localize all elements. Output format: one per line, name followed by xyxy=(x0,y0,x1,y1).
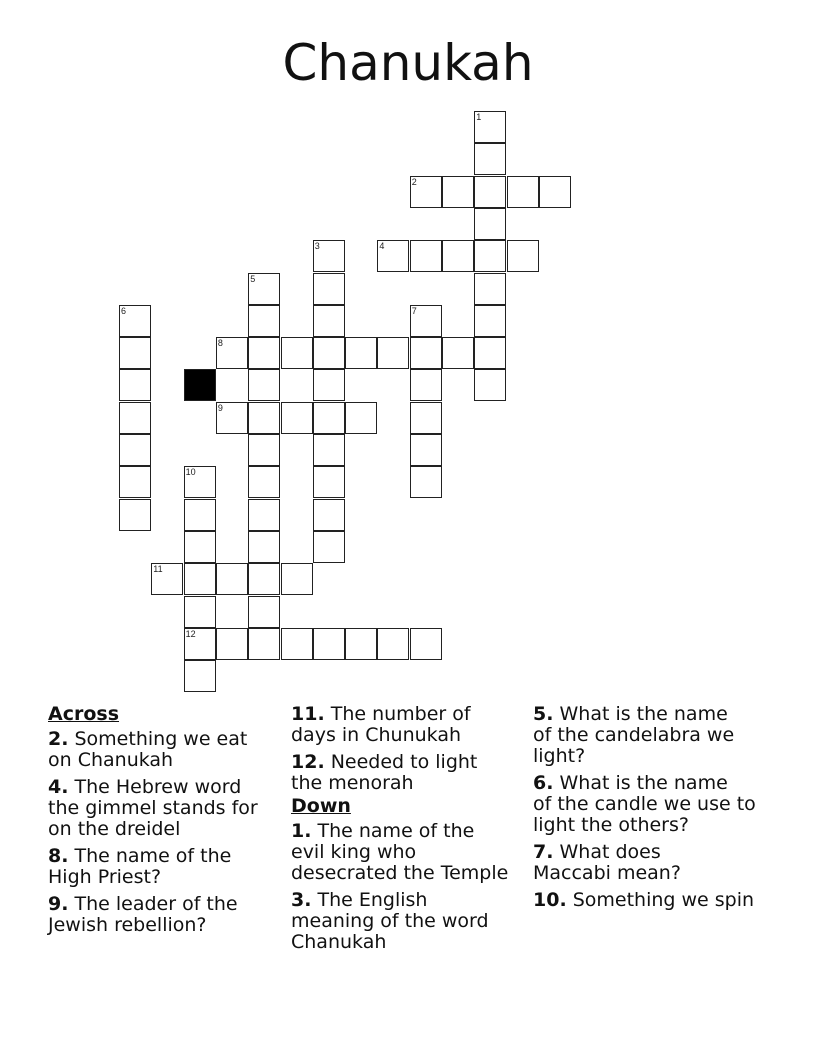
grid-cell[interactable] xyxy=(377,240,409,272)
grid-cell[interactable] xyxy=(248,305,280,337)
grid-cell[interactable] xyxy=(119,466,151,498)
grid-cell[interactable] xyxy=(281,402,313,434)
grid-cell[interactable] xyxy=(474,369,506,401)
grid-cell[interactable] xyxy=(410,337,442,369)
grid-cell[interactable] xyxy=(313,305,345,337)
grid-cell[interactable] xyxy=(119,337,151,369)
across-clue-list-continued xyxy=(291,704,526,794)
grid-cell[interactable] xyxy=(410,305,442,337)
clue xyxy=(291,821,526,884)
grid-cell[interactable] xyxy=(377,337,409,369)
grid-cell[interactable] xyxy=(248,466,280,498)
grid-cell[interactable] xyxy=(313,531,345,563)
clue-number-label: 9. xyxy=(48,893,69,915)
grid-cell[interactable] xyxy=(248,499,280,531)
clue xyxy=(291,752,526,794)
grid-cell[interactable] xyxy=(345,337,377,369)
grid-cell[interactable] xyxy=(345,628,377,660)
clue-text: What does Maccabi mean? xyxy=(533,841,681,884)
grid-cell[interactable] xyxy=(248,531,280,563)
across-clue-list xyxy=(48,729,278,936)
clue-text: The leader of the Jewish rebellion? xyxy=(48,893,238,936)
grid-cell[interactable] xyxy=(248,402,280,434)
grid-cell[interactable] xyxy=(345,402,377,434)
grid-cell[interactable] xyxy=(184,563,216,595)
grid-cell[interactable] xyxy=(410,466,442,498)
grid-cell[interactable] xyxy=(184,628,216,660)
grid-cell[interactable] xyxy=(474,111,506,143)
clue-number: 11 xyxy=(153,564,163,575)
grid-cell[interactable] xyxy=(474,337,506,369)
clue-number: 12 xyxy=(185,628,196,639)
grid-cell[interactable] xyxy=(151,563,183,595)
grid-cell[interactable] xyxy=(313,337,345,369)
clue-text: The name of the evil king who desecrated the Temple xyxy=(291,820,509,884)
clue-text: Something we spin xyxy=(566,889,755,911)
clues-middle-column xyxy=(291,704,526,959)
grid-cell[interactable] xyxy=(410,369,442,401)
grid-cell[interactable] xyxy=(507,176,539,208)
clue-number-label: 2. xyxy=(48,728,69,750)
grid-cell[interactable] xyxy=(539,176,571,208)
clue xyxy=(533,890,773,911)
grid-cell[interactable] xyxy=(313,402,345,434)
clue-number-label: 7. xyxy=(533,841,554,863)
down-clue-list-continued xyxy=(533,704,773,911)
grid-cell[interactable] xyxy=(410,628,442,660)
grid-cell[interactable] xyxy=(216,337,248,369)
grid-cell[interactable] xyxy=(248,628,280,660)
grid-cell[interactable] xyxy=(410,240,442,272)
clue-number-label: 8. xyxy=(48,845,69,867)
grid-cell[interactable] xyxy=(474,240,506,272)
grid-cell[interactable] xyxy=(377,628,409,660)
grid-cell[interactable] xyxy=(442,176,474,208)
grid-cell[interactable] xyxy=(119,369,151,401)
grid-cell[interactable] xyxy=(474,305,506,337)
clue-number-label: 1. xyxy=(291,820,312,842)
clue-number: 9 xyxy=(217,402,223,413)
grid-cell[interactable] xyxy=(410,434,442,466)
clue-number: 6 xyxy=(121,305,127,316)
grid-cell[interactable] xyxy=(216,402,248,434)
clues-across-column xyxy=(48,704,278,942)
grid-cell[interactable] xyxy=(313,273,345,305)
clue-text: What is the name of the candelabra we light? xyxy=(533,703,735,767)
grid-cell[interactable] xyxy=(313,466,345,498)
page-title: Chanukah xyxy=(282,34,534,92)
grid-cell[interactable] xyxy=(248,273,280,305)
grid-cell[interactable] xyxy=(474,208,506,240)
grid-cell[interactable] xyxy=(442,240,474,272)
grid-cell[interactable] xyxy=(281,563,313,595)
grid-cell[interactable] xyxy=(410,402,442,434)
grid-cell[interactable] xyxy=(313,628,345,660)
across-heading: Across xyxy=(48,703,120,725)
grid-cell[interactable] xyxy=(184,660,216,692)
grid-cell[interactable] xyxy=(119,305,151,337)
grid-cell[interactable] xyxy=(184,596,216,628)
clue-number-label: 11. xyxy=(291,703,325,725)
clue xyxy=(48,777,278,840)
clue xyxy=(48,729,278,771)
clue-text: What is the name of the candle we use to light the others? xyxy=(533,772,756,836)
clue-number-label: 5. xyxy=(533,703,554,725)
grid-cell[interactable] xyxy=(313,499,345,531)
grid-cell[interactable] xyxy=(313,369,345,401)
clue-number: 7 xyxy=(411,305,417,316)
down-clue-list xyxy=(291,821,526,953)
grid-cell[interactable] xyxy=(119,434,151,466)
grid-cell[interactable] xyxy=(248,596,280,628)
clue-text: The number of days in Chunukah xyxy=(291,703,471,746)
grid-cell[interactable] xyxy=(184,466,216,498)
clue-text: The Hebrew word the gimmel stands for on the dreidel xyxy=(48,776,258,840)
clue-number: 2 xyxy=(411,176,417,187)
grid-cell[interactable] xyxy=(184,531,216,563)
clue xyxy=(533,773,773,836)
clue xyxy=(533,704,773,767)
grid-cell[interactable] xyxy=(313,240,345,272)
clue xyxy=(291,890,526,953)
clue-text: Something we eat on Chanukah xyxy=(48,728,248,771)
clues-down-column xyxy=(533,704,773,917)
clue-number-label: 12. xyxy=(291,751,325,773)
clue xyxy=(48,846,278,888)
clue-number: 8 xyxy=(217,338,223,349)
grid-cell[interactable] xyxy=(281,628,313,660)
clue xyxy=(291,704,526,746)
clue-number: 1 xyxy=(476,112,482,122)
grid-cell[interactable] xyxy=(248,563,280,595)
grid-cell[interactable] xyxy=(474,273,506,305)
clue xyxy=(48,894,278,936)
grid-cell[interactable] xyxy=(507,240,539,272)
down-heading: Down xyxy=(291,795,351,817)
clue-number-label: 4. xyxy=(48,776,69,798)
grid-cell[interactable] xyxy=(248,434,280,466)
clue-text: Needed to light the menorah xyxy=(291,751,478,794)
grid-cell[interactable] xyxy=(313,434,345,466)
clue-number-label: 3. xyxy=(291,889,312,911)
clue-number-label: 6. xyxy=(533,772,554,794)
grid-cell[interactable] xyxy=(281,337,313,369)
clue-number-label: 10. xyxy=(533,889,567,911)
clue-text: The English meaning of the word Chanukah xyxy=(291,889,489,953)
clue-number: 4 xyxy=(379,241,385,252)
grid-cell[interactable] xyxy=(119,499,151,531)
grid-cell[interactable] xyxy=(248,337,280,369)
grid-cell[interactable] xyxy=(410,176,442,208)
clue-number: 5 xyxy=(250,273,256,284)
grid-cell[interactable] xyxy=(119,402,151,434)
grid-cell[interactable] xyxy=(474,143,506,175)
clue-number: 10 xyxy=(185,467,196,478)
grid-cell[interactable] xyxy=(216,628,248,660)
clue-text: The name of the High Priest? xyxy=(48,845,232,888)
clue xyxy=(533,842,773,884)
black-cell xyxy=(184,369,216,401)
grid-cell[interactable] xyxy=(184,499,216,531)
grid-cell[interactable] xyxy=(474,176,506,208)
grid-cell[interactable] xyxy=(216,563,248,595)
grid-cell[interactable] xyxy=(248,369,280,401)
grid-cell[interactable] xyxy=(442,337,474,369)
clue-number: 3 xyxy=(314,241,320,252)
